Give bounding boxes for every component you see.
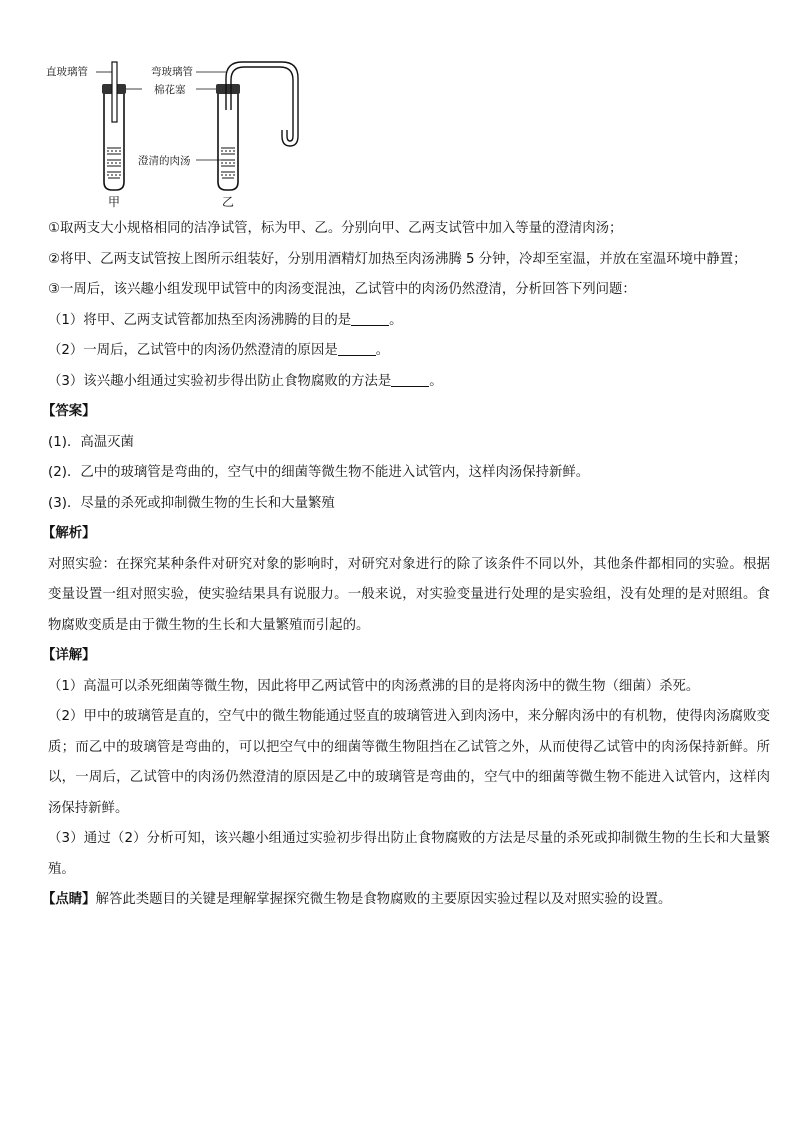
label-bent-tube: 弯玻璃管 xyxy=(151,66,193,78)
answer-2: (2)．乙中的玻璃管是弯曲的，空气中的细菌等微生物不能进入试管内，这样肉汤保持新鲜。 xyxy=(48,465,590,480)
answer-blank-2 xyxy=(338,341,376,356)
question-3-end: 。 xyxy=(429,373,443,389)
detail-2: （2）甲中的玻璃管是直的，空气中的微生物能通过竖直的玻璃管进入到肉汤中，来分解肉汤中的有机物，使得肉汤腐败变质；而乙中的玻璃管是弯曲的，可以把空气中的细菌等微生物阻挡在乙试管之外，从而使得乙试管中的肉汤保持新鲜。所以，一周后，乙试管中的肉汤仍然澄清的原因是乙中的玻璃管是弯曲的，空气中的细菌等微生物不能进入试管内，这样肉汤保持新鲜。 xyxy=(48,709,770,816)
label-cotton-plug: 棉花塞 xyxy=(154,84,186,96)
question-1-text: （1）将甲、乙两支试管都加热至肉汤沸腾的目的是 xyxy=(48,312,352,328)
cotton-plug-yi xyxy=(216,84,240,94)
comment xyxy=(42,885,770,916)
question-1 xyxy=(48,306,770,337)
label-straight-tube: 直玻璃管 xyxy=(46,66,88,78)
answer-blank-1 xyxy=(351,311,389,326)
label-tube-jia: 甲 xyxy=(108,195,121,209)
comment-text: 解答此类题目的关键是理解掌握探究微生物是食物腐败的主要原因实验过程以及对照实验的设置。 xyxy=(95,892,672,907)
detail-1: （1）高温可以杀死细菌等微生物，因此将甲乙两试管中的肉汤煮沸的目的是将肉汤中的微生物（细菌）杀死。 xyxy=(48,678,700,694)
analysis-heading: 【解析】 xyxy=(42,526,96,541)
question-3-text: （3）该兴趣小组通过实验初步得出防止食物腐败的方法是 xyxy=(48,373,392,389)
label-tube-yi: 乙 xyxy=(222,195,235,209)
question-3 xyxy=(48,367,770,398)
broth-jia xyxy=(107,148,121,178)
answer-blank-3 xyxy=(391,372,429,387)
tube-jia xyxy=(102,62,126,190)
experiment-figure xyxy=(46,50,326,210)
detail-3: （3）通过（2）分析可知，该兴趣小组通过实验初步得出防止食物腐败的方法是尽量的杀死或抑制微生物的生长和大量繁殖。 xyxy=(48,831,770,877)
step-1: ①取两支大小规格相同的洁净试管，标为甲、乙。分别向甲、乙两支试管中加入等量的澄清肉汤； xyxy=(48,221,623,236)
tube-yi xyxy=(216,62,298,190)
step-2: ②将甲、乙两支试管按上图所示组装好，分别用酒精灯加热至肉汤沸腾 5 分钟，冷却至室温，并放在室温环境中静置； xyxy=(48,251,747,267)
question-2 xyxy=(48,336,770,367)
straight-glass-tube xyxy=(112,62,117,122)
comment-heading: 【点睛】 xyxy=(42,892,96,907)
broth-yi xyxy=(221,148,235,178)
test-tube-diagram xyxy=(46,50,326,210)
answer-heading: 【答案】 xyxy=(42,404,96,419)
answer-3: (3)．尽量的杀死或抑制微生物的生长和大量繁殖 xyxy=(48,495,335,511)
step-3: ③一周后，该兴趣小组发现甲试管中的肉汤变混浊，乙试管中的肉汤仍然澄清，分析回答下列问题： xyxy=(48,282,636,297)
question-body xyxy=(42,214,770,916)
question-2-text: （2）一周后，乙试管中的肉汤仍然澄清的原因是 xyxy=(48,343,338,358)
detail-heading: 【详解】 xyxy=(42,648,96,663)
analysis-text: 对照实验：在探究某种条件对研究对象的影响时，对研究对象进行的除了该条件不同以外，其他条件都相同的实验。根据变量设置一组对照实验，使实验结果具有说服力。一般来说，对实验变量进行处理的是实验组，没有处理的是对照组。食物腐败变质是由于微生物的生长和大量繁殖而引起的。 xyxy=(48,556,770,633)
label-broth: 澄清的肉汤 xyxy=(138,155,191,167)
question-1-end: 。 xyxy=(389,312,403,328)
answer-1: (1)．高温灭菌 xyxy=(48,434,134,450)
question-2-end: 。 xyxy=(375,343,390,358)
